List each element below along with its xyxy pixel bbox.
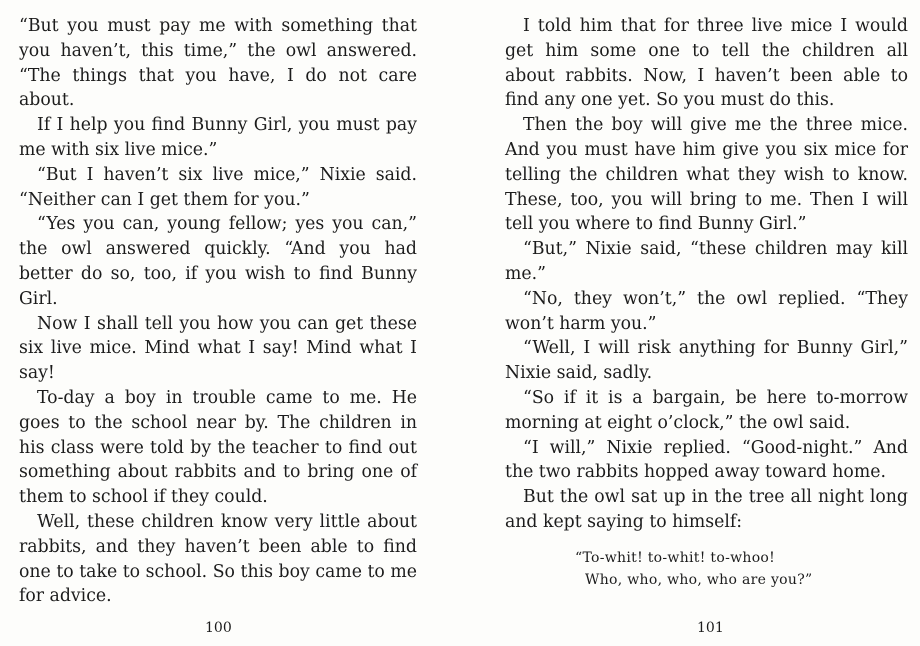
page-number-left: 100: [205, 620, 232, 636]
left-page: [19, 14, 417, 609]
paragraph: “But,” Nixie said, “these children may kill me.”: [505, 239, 908, 284]
paragraph: But the owl sat up in the tree all night long and kept saying to himself:: [505, 487, 908, 532]
paragraph: Well, these children know very little about rabbits, and they haven’t been able to find one to take to school. So this boy came to me for advice.: [19, 511, 417, 607]
verse: [505, 547, 908, 591]
left-page-text: [19, 14, 417, 609]
paragraph: “No, they won’t,” the owl replied. “They won’t harm you.”: [505, 288, 908, 334]
paragraph: “I will,” Nixie replied. “Good-night.” And the two rabbits hopped away toward home.: [505, 437, 908, 483]
verse-line: “To-whit! to-whit! to-whoo!: [575, 549, 776, 566]
paragraph: Now I shall tell you how you can get these six live mice. Mind what I say! Mind what I say!: [19, 313, 417, 384]
paragraph: “So if it is a bargain, be here to-morrow morning at eight o’clock,” the owl said.: [505, 387, 908, 433]
page-number-right: 101: [697, 620, 724, 636]
paragraph: “But you must pay me with something that you haven’t, this time,” the owl answered. “The things that you have, I do not care about.: [19, 16, 417, 111]
verse-line: Who, who, who, who are you?”: [585, 571, 813, 588]
paragraph: “Well, I will risk anything for Bunny Girl,” Nixie said, sadly.: [505, 338, 908, 384]
paragraph: I told him that for three live mice I would get him some one to tell the children all about rabbits. Now, I haven’t been able to find any one yet. So you must do this.: [505, 16, 908, 111]
paragraph: Then the boy will give me the three mice. And you must have him give you six mice for telling the children what they wish to know. These, too, you will bring to me. Then I will tell you where to find Bunny Girl.”: [505, 115, 908, 235]
right-page: [505, 14, 908, 591]
paragraph: “But I haven’t six live mice,” Nixie said. “Neither can I get them for you.”: [19, 164, 417, 210]
paragraph: To-day a boy in trouble came to me. He goes to the school near by. The children in his class were told by the teacher to find out something about rabbits and to bring one of them to school if they could.: [19, 387, 417, 508]
paragraph: “Yes you can, young fellow; yes you can,” the owl answered quickly. “And you had better do so, too, if you wish to find Bunny Girl.: [19, 214, 417, 309]
paragraph: If I help you find Bunny Girl, you must pay me with six live mice.”: [19, 115, 417, 160]
right-page-text: [505, 14, 908, 535]
